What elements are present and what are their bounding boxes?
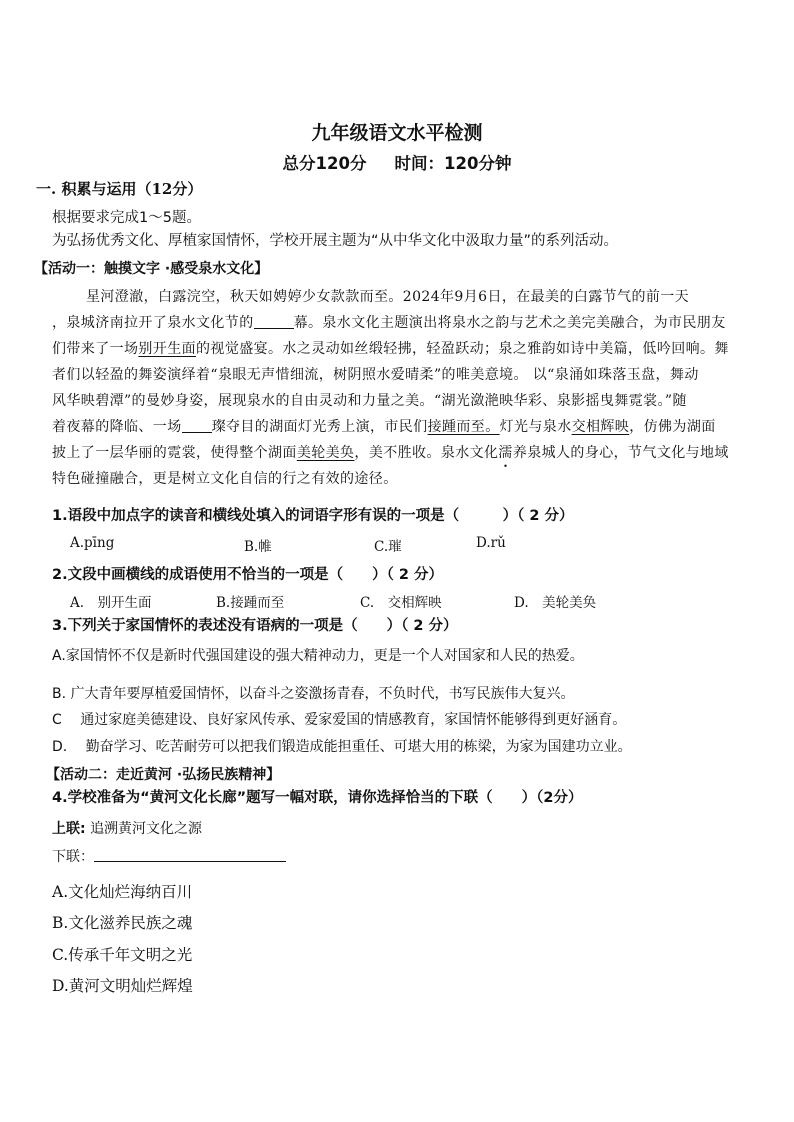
q3-option-a[interactable]: A.家国情怀不仅是新时代强国建设的强大精神动力，更是一个人对国家和人民的热爱。 — [52, 648, 584, 664]
passage-line: 们带来了一场别开生面的视觉盛宴。水之灵动如丝缎轻拂，轻盈跃动；泉之雅韵如诗中美篇，低吟回响。舞 — [52, 341, 729, 357]
q2-option-c[interactable]: C. 交相辉映 — [360, 595, 442, 611]
instruction-text: 根据要求完成1～5题。 — [52, 210, 201, 226]
section-heading: 一. 积累与运用（12分） — [36, 180, 203, 198]
answer-line[interactable] — [94, 849, 286, 862]
q2-option-a[interactable]: A. 别开生面 — [70, 595, 152, 611]
q3-option-d[interactable]: D. 勤奋学习、吃苦耐劳可以把我们锻造成能担重任、可堪大用的栋梁，为家为国建功立业。 — [52, 739, 632, 755]
q4-option-b[interactable]: B.文化滋养民族之魂 — [52, 914, 193, 932]
underlined-idiom: 接踵而至。 — [427, 419, 500, 435]
fill-blank — [182, 418, 212, 433]
q4-option-d[interactable]: D.黄河文明灿烂辉煌 — [52, 977, 193, 995]
lower-couplet — [52, 846, 286, 866]
question-1-stem: 1.语段中加点字的读音和横线处填入的词语字形有误的一项是（ ）（ 2 分） — [52, 508, 574, 524]
activity1-heading: 【活动一：触摸文字 ·感受泉水文化】 — [34, 261, 269, 277]
q1-option-a[interactable]: A.pīng — [70, 535, 115, 551]
underlined-idiom: 美轮美奂 — [296, 445, 355, 461]
question-2-stem: 2.文段中画横线的成语使用不恰当的一项是（ ）（ 2 分） — [52, 567, 444, 583]
question-3-stem: 3.下列关于家国情怀的表述没有语病的一项是（ ）（ 2 分） — [52, 618, 458, 634]
total-score: 总分120分 — [282, 154, 367, 173]
q3-option-c[interactable]: C 通过家庭美德建设、良好家风传承、爱家爱国的情感教育，家国情怀能够得到更好涵育。 — [52, 712, 627, 728]
page-title: 九年级语文水平检测 — [311, 122, 483, 144]
lower-couplet-label: 下联： — [52, 849, 94, 865]
passage-line: 风华映碧潭”的曼妙身姿，展现泉水的自由灵动和力量之美。“湖光潋滟映华彩、泉影摇曳舞霓裳。”随 — [52, 393, 687, 409]
q1-option-c[interactable]: C.璀 — [374, 539, 402, 555]
q1-option-d[interactable]: D.rǔ — [476, 535, 506, 551]
upper-couplet-label: 上联: — [52, 821, 86, 837]
q2-option-b[interactable]: B.接踵而至 — [216, 595, 285, 611]
upper-couplet — [52, 818, 202, 838]
q1-option-b[interactable]: B.帷 — [244, 539, 272, 555]
passage-line: 披上了一层华丽的霓裳，使得整个湖面美轮美奂，美不胜收。泉水文化濡养泉城人的身心，节气文化与地域 — [52, 445, 729, 461]
q2-option-d[interactable]: D. 美轮美奂 — [514, 595, 597, 611]
passage-line: 者们以轻盈的舞姿演绎着“泉眼无声惜细流，树阴照水爱晴柔”的唯美意境。 以“泉涌如珠落玉盘，舞动 — [52, 367, 699, 383]
passage-line: 特色碰撞融合，更是树立文化自信的行之有效的途径。 — [52, 471, 398, 487]
exam-info — [0, 150, 794, 174]
dotted-character: 濡 — [498, 445, 513, 461]
q4-option-c[interactable]: C.传承千年文明之光 — [52, 946, 193, 964]
fill-blank — [254, 314, 294, 329]
activity2-heading: 【活动二：走近黄河 ·弘扬民族精神】 — [46, 767, 281, 783]
intro-text: 为弘扬优秀文化、厚植家国情怀，学校开展主题为“从中华文化中汲取力量”的系列活动。 — [52, 233, 619, 249]
passage-line: ，泉城济南拉开了泉水文化节的 幕。泉水文化主题演出将泉水之韵与艺术之美完美融合，为市民朋友 — [52, 315, 726, 331]
question-4-stem: 4.学校准备为“黄河文化长廊”题写一幅对联，请你选择恰当的下联（ ）（2分） — [52, 790, 583, 806]
passage-line: 星河澄澈，白露浣空，秋天如娉婷少女款款而至。2024年9月6日，在最美的白露节气的前一天 — [86, 289, 690, 305]
passage-line: 着夜幕的降临、一场 璨夺目的湖面灯光秀上演，市民们接踵而至。灯光与泉水交相辉映，仿佛为湖面 — [52, 419, 716, 435]
underlined-idiom: 别开生面 — [138, 341, 197, 357]
q3-option-b[interactable]: B. 广大青年要厚植爱国情怀，以奋斗之姿激扬青春，不负时代，书写民族伟大复兴。 — [52, 686, 575, 702]
underlined-idiom: 交相辉映 — [571, 419, 630, 435]
q4-option-a[interactable]: A.文化灿烂海纳百川 — [52, 883, 193, 901]
exam-time: 时间：120分钟 — [394, 154, 512, 173]
upper-couplet-text: 追溯黄河文化之源 — [90, 821, 203, 837]
